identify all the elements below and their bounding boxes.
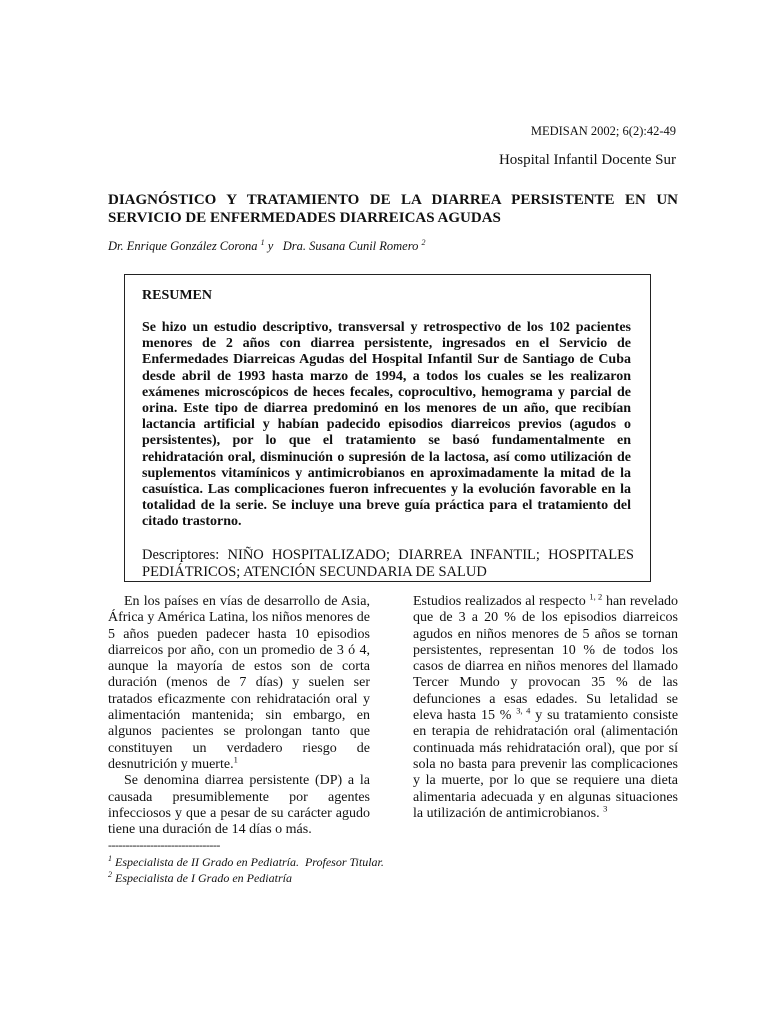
citation-ref: 3, 4 bbox=[516, 705, 531, 716]
paragraph-text: Estudios realizados al respecto bbox=[413, 594, 586, 609]
abstract-descriptors: Descriptores: NIÑO HOSPITALIZADO; DIARREA INFANTIL; HOSPITALES PEDIÁTRICOS; ATENCIÓN SECUNDARIA DE SALUD bbox=[142, 547, 634, 580]
paragraph bbox=[108, 773, 370, 838]
paragraph-text: y su tratamiento consiste en terapia de rehidratación oral (alimentación continuada más rehidratación oral), que por sí sola no basta para prevenir las complicaciones y la muerte, por lo que se requiere una dieta alimentaria adecuada y en algunas situaciones la utilización de antimicrobianos. bbox=[413, 708, 679, 821]
author-2: Dra. Susana Cunil Romero bbox=[282, 239, 419, 254]
author-2-mark: 2 bbox=[421, 238, 426, 247]
paragraph bbox=[108, 594, 370, 773]
author-1-mark: 1 bbox=[260, 238, 265, 247]
author-1: Dr. Enrique González Corona bbox=[108, 239, 258, 254]
footnote-2 bbox=[108, 870, 292, 886]
abstract-box bbox=[124, 274, 651, 582]
abstract-heading: RESUMEN bbox=[142, 288, 213, 303]
footnote-separator: -------------------------------- bbox=[108, 838, 220, 852]
abstract-body: Se hizo un estudio descriptivo, transversal y retrospectivo de los 102 pacientes menores de 2 años con diarrea persistente, ingresados en el Servicio de Enfermedades Diarreicas Agudas del Hospital Infantil Sur de Santiago de Cuba desde abril de 1993 hasta marzo de 1994, a todos los cuales se les realizaron exámenes microscópicos de heces fecales, coprocultivo, hemograma y parcial de orina. Este tipo de diarrea predominó en los menores de un año, que recibían lactancia artificial y habían padecido episodios diarreicos previos (agudos o persistentes), por lo que el tratamiento se basó fundamentalmente en rehidratación oral, disminución o supresión de la lactosa, así como utilización de suplementos vitamínicos y antimicrobianos en aproximadamente la mitad de la casuística. Las complicaciones fueron infrecuentes y la evolución favorable en la totalidad de la serie. Se incluye una breve guía práctica para el tratamiento del citado trastorno. bbox=[142, 320, 631, 530]
footnote-1 bbox=[108, 854, 384, 870]
author-separator: y bbox=[264, 239, 283, 254]
author-line bbox=[108, 238, 426, 254]
footnote-mark: 2 bbox=[108, 870, 112, 879]
paragraph-text: En los países en vías de desarrollo de Asia, África y América Latina, los niños menores de 5 años pueden padecer hasta 10 episodios diarreicos por año, con un promedio de 3 ó 4, aunque la mayoría de estos son de corta duración (menos de 7 días) y suelen ser tratados eficazmente con rehidratación oral y alimentación mantenida; sin embargo, en algunos pacientes se prolongan tanto que constituyen un verdadero riesgo de desnutrición y muerte. bbox=[108, 594, 370, 772]
paragraph-text: Se denomina diarrea persistente (DP) a la causada presumiblemente por agentes infecciosos y que a pesar de su carácter agudo tiene una duración de 14 días o más. bbox=[108, 773, 370, 838]
body-column-left bbox=[108, 594, 370, 838]
journal-citation: MEDISAN 2002; 6(2):42-49 bbox=[530, 124, 676, 138]
citation-ref: 3 bbox=[603, 803, 608, 814]
citation-ref: 1 bbox=[233, 754, 238, 765]
footnote-mark: 1 bbox=[108, 854, 112, 863]
paragraph-text: han revelado que de 3 a 20 % de los episodios diarreicos agudos en niños menores de 5 años se tornan persistentes, representan 10 % de todos los casos de diarrea en niños menores del llamado Tercer Mundo y provocan 35 % de las defunciones a esas edades. Su letalidad se eleva hasta 15 % bbox=[413, 594, 679, 724]
body-column-right bbox=[413, 591, 679, 822]
institution-name: Hospital Infantil Docente Sur bbox=[498, 152, 676, 168]
citation-ref: 1, 2 bbox=[589, 591, 603, 602]
footnote-text: Especialista de I Grado en Pediatría bbox=[115, 871, 292, 885]
article-title: DIAGNÓSTICO Y TRATAMIENTO DE LA DIARREA PERSISTENTE EN UN SERVICIO DE ENFERMEDADES DIARREICAS AGUDAS bbox=[108, 192, 678, 226]
footnote-text: Especialista de II Grado en Pediatría. Profesor Titular. bbox=[115, 855, 384, 869]
paragraph bbox=[413, 591, 679, 822]
